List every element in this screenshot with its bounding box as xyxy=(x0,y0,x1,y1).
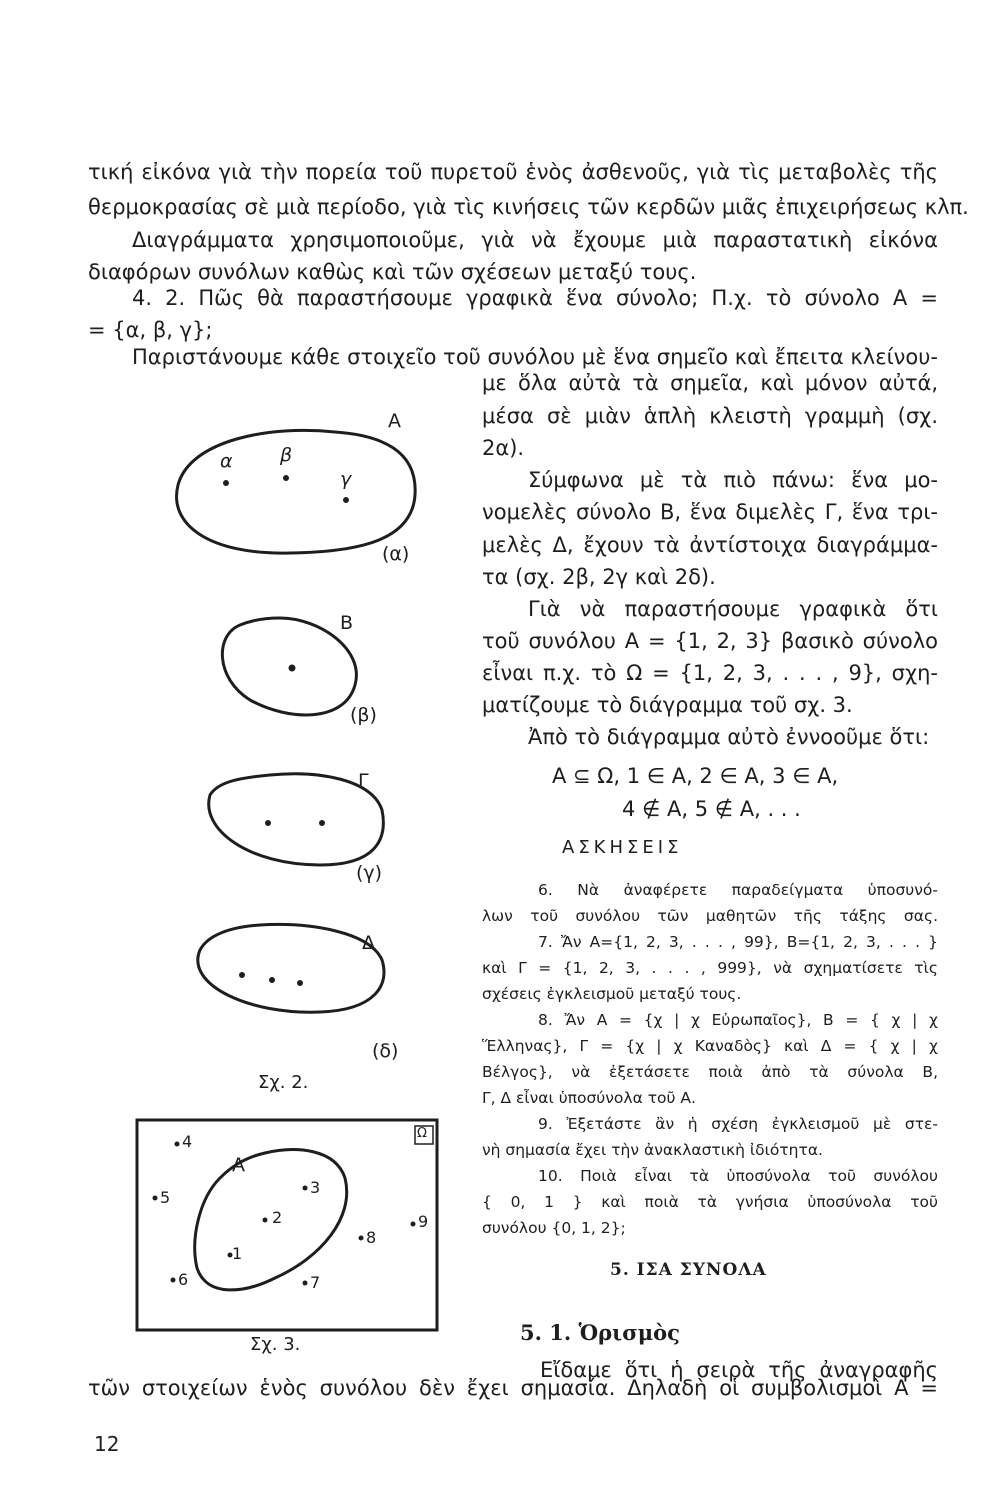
exercise-line: 9. Ἐξετάστε ἂν ἡ σχέση ἐγκλεισμοῦ μὲ στε- xyxy=(538,1115,938,1133)
exercise-line: 8. Ἄν Α = {χ | χ Εὐρωπαῖος}, Β = { χ | χ xyxy=(538,1011,938,1029)
figure-3-caption: Σχ. 3. xyxy=(250,1334,301,1355)
universe-rect xyxy=(137,1120,437,1330)
set-d-outline xyxy=(198,924,384,1012)
point-d1 xyxy=(239,972,245,978)
set-a-outline xyxy=(177,430,416,553)
label-fig-c: (γ) xyxy=(356,862,383,884)
element-6: 6 xyxy=(178,1270,189,1289)
label-set-a: Α xyxy=(388,410,401,432)
element-4: 4 xyxy=(182,1132,193,1151)
text-line: Εἴδαμε ὅτι ἡ σειρὰ τῆς ἀναγραφῆς xyxy=(540,1358,938,1382)
figure-3 xyxy=(135,1118,445,1338)
point-b xyxy=(289,665,296,672)
text-line: Ἀπὸ τὸ διάγραμμα αὐτὸ ἐννοοῦμε ὅτι: xyxy=(528,725,930,749)
text-line: θερμοκρασίας σὲ μιὰ περίοδο, γιὰ τὶς κινήσεις τῶν κερδῶν μιᾶς ἐπιχειρήσεως κλπ. xyxy=(88,195,969,219)
subsection-title: 5. 1. Ὁρισμὸς xyxy=(520,1320,680,1345)
text-line: Παριστάνουμε κάθε στοιχεῖο τοῦ συνόλου μὲ ἕνα σημεῖο καὶ ἔπειτα κλείνου- xyxy=(132,345,938,369)
point-d2 xyxy=(269,977,275,983)
set-a-outline-fig3 xyxy=(195,1150,347,1290)
label-set-d: Δ xyxy=(362,932,375,954)
text-line: μελὲς Δ, ἔχουν τὰ ἀντίστοιχα διαγράμμα- xyxy=(482,533,938,557)
exercise-line: { 0, 1 } καὶ ποιὰ τὰ γνήσια ὑποσύνολα τοῦ xyxy=(482,1193,938,1211)
element-1: 1 xyxy=(232,1244,243,1263)
relations-line: Α ⊆ Ω, 1 ∈ Α, 2 ∈ Α, 3 ∈ Α, xyxy=(552,764,839,788)
exercise-line: νὴ σημασία ἔχει τὴν ἀνακλαστικὴ ἰδιότητα. xyxy=(482,1141,823,1159)
text-line: Γιὰ νὰ παραστήσουμε γραφικὰ ὅτι xyxy=(528,597,938,621)
text-line: = {α, β, γ}; xyxy=(88,318,213,342)
text-line: νομελὲς σύνολο Β, ἕνα διμελὲς Γ, ἕνα τρι- xyxy=(482,500,938,524)
exercise-line: 10. Ποιὰ εἶναι τὰ ὑποσύνολα τοῦ συνόλου xyxy=(538,1167,938,1185)
page-number: 12 xyxy=(94,1432,120,1456)
point-beta xyxy=(283,475,289,481)
exercise-line: 6. Νὰ ἀναφέρετε παραδείγματα ὑποσυνό- xyxy=(538,881,938,899)
text-line: τοῦ συνόλου Α = {1, 2, 3} βασικὸ σύνολο xyxy=(482,629,938,653)
exercise-line: Γ, Δ εἶναι ὑποσύνολα τοῦ Α. xyxy=(482,1089,696,1107)
exercises-title: ΑΣΚΗΣΕΙΣ xyxy=(562,837,683,858)
text-line: μέσα σὲ μιὰν ἁπλὴ κλειστὴ γραμμὴ (σχ. xyxy=(482,404,938,428)
point-d3 xyxy=(297,980,303,986)
point-gamma xyxy=(343,497,349,503)
label-gamma: γ xyxy=(340,468,352,490)
text-line: εἶναι π.χ. τὸ Ω = {1, 2, 3, . . . , 9}, σχη- xyxy=(482,661,938,685)
exercise-line: καὶ Γ = {1, 2, 3, . . . , 999}, νὰ σχηματίσετε τὶς xyxy=(482,959,938,977)
point-alpha xyxy=(223,480,229,486)
exercise-line: σχέσεις ἐγκλεισμοῦ μεταξύ τους. xyxy=(482,985,742,1003)
figure-2-caption: Σχ. 2. xyxy=(258,1072,309,1093)
exercise-line: 7. Ἄν Α={1, 2, 3, . . . , 99}, Β={1, 2, 3, . . . } xyxy=(538,933,938,951)
exercise-line: συνόλου {0, 1, 2}; xyxy=(482,1219,626,1237)
label-set-b: Β xyxy=(340,612,354,634)
label-fig-b: (β) xyxy=(350,704,377,726)
text-line: τα (σχ. 2β, 2γ καὶ 2δ). xyxy=(482,565,716,589)
text-line: τική εἰκόνα γιὰ τὴν πορεία τοῦ πυρετοῦ ἑνὸς ἀσθενοῦς, γιὰ τὶς μεταβολὲς τῆς xyxy=(88,160,938,184)
point-c2 xyxy=(319,820,325,826)
label-beta: β xyxy=(280,444,293,466)
text-line: διαφόρων συνόλων καθὼς καὶ τῶν σχέσεων μεταξύ τους. xyxy=(88,260,697,284)
figure-2 xyxy=(160,410,460,1090)
element-3: 3 xyxy=(310,1178,321,1197)
exercise-line: Βέλγος}, νὰ ἐξετάσετε ποιὰ ἀπὸ τὰ σύνολα Β, xyxy=(482,1063,938,1081)
text-line: ματίζουμε τὸ διάγραμμα τοῦ σχ. 3. xyxy=(482,693,853,717)
element-7: 7 xyxy=(310,1273,321,1292)
set-a-label-fig3: Α xyxy=(232,1154,245,1176)
point-c1 xyxy=(265,820,271,826)
universe-label: Ω xyxy=(417,1126,427,1141)
text-line: Διαγράμματα χρησιμοποιοῦμε, γιὰ νὰ ἔχουμε μιὰ παραστατικὴ εἰκόνα xyxy=(132,228,938,252)
text-line: Σύμφωνα μὲ τὰ πιὸ πάνω: ἕνα μο- xyxy=(528,468,938,492)
exercise-line: λων τοῦ συνόλου τῶν μαθητῶν τῆς τάξης σας. xyxy=(482,907,938,925)
text-line: τῶν στοιχείων ἑνὸς συνόλου δὲν ἔχει σημασία. Δηλαδὴ οἱ συμβολισμοὶ Α = xyxy=(88,1376,938,1400)
text-line: με ὅλα αὐτὰ τὰ σημεῖα, καὶ μόνον αὐτά, xyxy=(482,371,938,395)
label-fig-d: (δ) xyxy=(372,1040,399,1062)
label-alpha: α xyxy=(220,450,233,472)
section-title: 5. ΙΣΑ ΣΥΝΟΛΑ xyxy=(610,1260,767,1280)
element-9: 9 xyxy=(418,1212,429,1231)
section-heading-4-2: 4. 2. Πῶς θὰ παραστήσουμε γραφικὰ ἕνα σύνολο; Π.χ. τὸ σύνολο Α = xyxy=(132,286,938,310)
element-2: 2 xyxy=(272,1208,283,1227)
element-8: 8 xyxy=(366,1228,377,1247)
exercise-line: Ἕλληνας}, Γ = {χ | χ Καναδὸς} καὶ Δ = { χ | χ xyxy=(482,1037,938,1055)
element-5: 5 xyxy=(160,1188,171,1207)
relations-line: 4 ∉ Α, 5 ∉ Α, . . . xyxy=(622,797,801,821)
text-line: 2α). xyxy=(482,436,525,460)
label-fig-a: (α) xyxy=(382,543,410,565)
label-set-c: Γ xyxy=(358,770,369,792)
